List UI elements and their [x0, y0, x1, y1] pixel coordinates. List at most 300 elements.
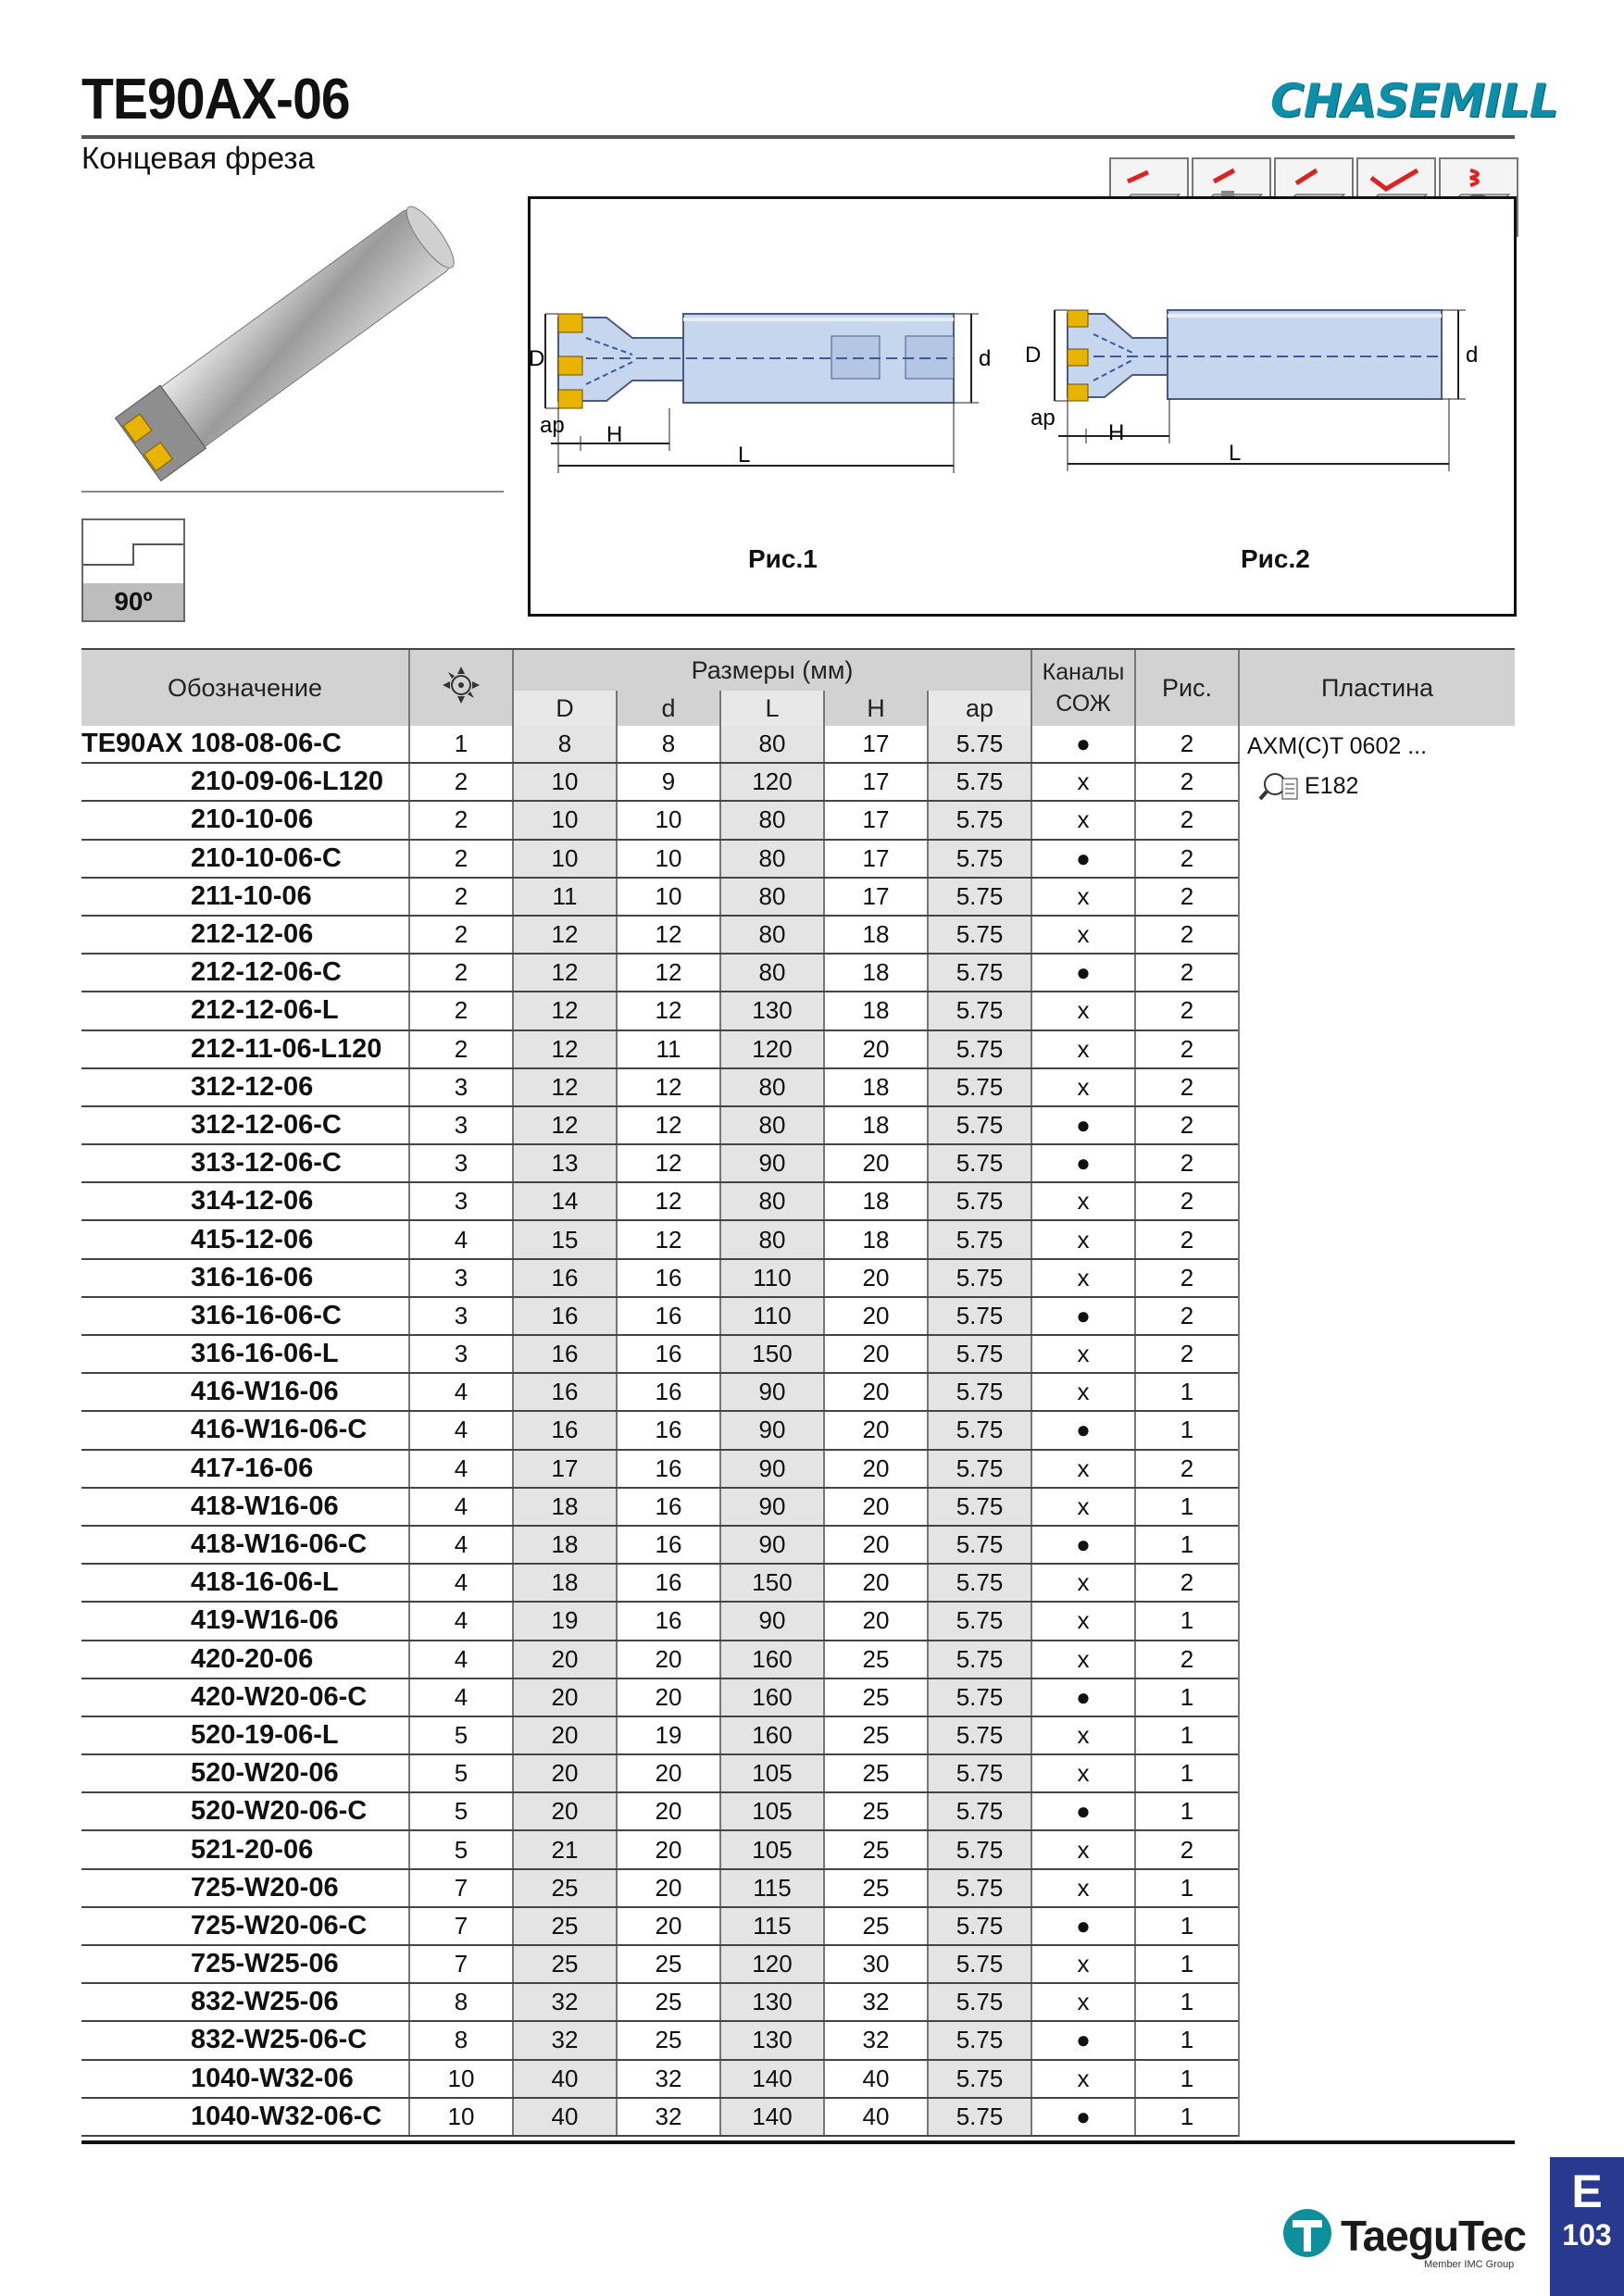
L-cell: 130 — [720, 1983, 824, 2021]
z-cell: 4 — [409, 1564, 513, 1602]
d-cell: 12 — [617, 1106, 720, 1144]
ap-cell: 5.75 — [928, 763, 1031, 801]
designation-code: 418-W16-06-C — [191, 1529, 368, 1560]
ap-header: ap — [928, 691, 1031, 726]
L-cell: 80 — [720, 801, 824, 839]
tool-separator — [81, 491, 504, 493]
designation-cell — [81, 1411, 409, 1449]
H-cell: 20 — [824, 1411, 928, 1449]
ap-cell: 5.75 — [928, 878, 1031, 916]
cool-cell: x — [1031, 801, 1135, 839]
z-cell: 4 — [409, 1488, 513, 1526]
designation-code: 211-10-06 — [191, 880, 312, 911]
ap-cell: 5.75 — [928, 1182, 1031, 1220]
L-cell: 80 — [720, 1106, 824, 1144]
L-cell: 160 — [720, 1641, 824, 1678]
d-cell: 19 — [617, 1716, 720, 1754]
H-cell: 20 — [824, 1526, 928, 1564]
z-cell: 2 — [409, 801, 513, 839]
D-cell: 21 — [513, 1830, 617, 1868]
L-cell: 80 — [720, 1068, 824, 1106]
L-cell: 160 — [720, 1678, 824, 1716]
cool-cell: x — [1031, 1983, 1135, 2021]
D-cell: 15 — [513, 1220, 617, 1258]
z-cell: 10 — [409, 2098, 513, 2136]
cool-cell: ● — [1031, 2021, 1135, 2059]
d-cell: 16 — [617, 1488, 720, 1526]
d-cell: 25 — [617, 1945, 720, 1983]
ap-cell: 5.75 — [928, 1678, 1031, 1716]
fig-cell: 1 — [1135, 1373, 1239, 1411]
L-cell: 90 — [720, 1373, 824, 1411]
insert-header: Пластина — [1239, 650, 1515, 726]
designation-code: 212-12-06-L — [191, 995, 339, 1026]
d-cell: 16 — [617, 1373, 720, 1411]
designation-code: 312-12-06-C — [191, 1109, 342, 1140]
L-cell: 120 — [720, 1030, 824, 1068]
designation-cell — [81, 2021, 409, 2059]
H-cell: 20 — [824, 1450, 928, 1488]
d-cell: 10 — [617, 878, 720, 916]
H-cell: 17 — [824, 840, 928, 878]
D-cell: 16 — [513, 1411, 617, 1449]
section-letter: E — [1571, 2165, 1603, 2217]
D-cell: 18 — [513, 1488, 617, 1526]
H-header: H — [824, 691, 928, 726]
designation-code: 212-12-06-C — [191, 957, 342, 988]
cool-cell: ● — [1031, 1144, 1135, 1182]
fig-cell: 1 — [1135, 1869, 1239, 1907]
z-cell: 8 — [409, 2021, 513, 2059]
designation-cell — [81, 763, 409, 801]
d-cell: 20 — [617, 1907, 720, 1945]
D-cell: 18 — [513, 1564, 617, 1602]
L-cell: 80 — [720, 916, 824, 954]
fig-cell: 1 — [1135, 1945, 1239, 1983]
fig-cell: 1 — [1135, 1602, 1239, 1640]
fig2-d-label: d — [1466, 343, 1479, 368]
D-cell: 40 — [513, 2098, 617, 2136]
d-cell: 20 — [617, 1641, 720, 1678]
d-cell: 12 — [617, 1144, 720, 1182]
coolant-header-line2: СОЖ — [1056, 691, 1111, 717]
D-header: D — [513, 691, 617, 726]
designation-code: 210-10-06 — [191, 805, 314, 835]
fig1-L-label: L — [738, 443, 751, 468]
magnifier-icon[interactable] — [1258, 769, 1299, 803]
z-cell: 5 — [409, 1792, 513, 1830]
designation-code: 313-12-06-C — [191, 1148, 342, 1179]
D-cell: 16 — [513, 1373, 617, 1411]
H-cell: 25 — [824, 1830, 928, 1868]
designation-code: 210-09-06-L120 — [191, 767, 383, 797]
d-cell: 11 — [617, 1030, 720, 1068]
designation-cell — [81, 1754, 409, 1792]
fig-cell: 2 — [1135, 1220, 1239, 1258]
designation-cell — [81, 801, 409, 839]
D-cell: 18 — [513, 1526, 617, 1564]
z-cell: 5 — [409, 1716, 513, 1754]
z-cell: 2 — [409, 840, 513, 878]
z-cell: 4 — [409, 1678, 513, 1716]
d-cell: 32 — [617, 2060, 720, 2098]
cool-cell: x — [1031, 1182, 1135, 1220]
ap-cell: 5.75 — [928, 1450, 1031, 1488]
section-tab — [1550, 2157, 1624, 2296]
fig-cell: 1 — [1135, 2060, 1239, 2098]
d-cell: 10 — [617, 801, 720, 839]
designation-cell — [81, 1830, 409, 1868]
d-cell: 25 — [617, 1983, 720, 2021]
designation-code: 212-12-06 — [191, 919, 314, 950]
D-cell: 20 — [513, 1716, 617, 1754]
designation-code: 419-W16-06 — [191, 1605, 339, 1636]
designation-cell — [81, 1983, 409, 2021]
L-cell: 105 — [720, 1792, 824, 1830]
designation-header: Обозначение — [81, 650, 409, 726]
H-cell: 17 — [824, 801, 928, 839]
z-cell: 2 — [409, 992, 513, 1029]
L-cell: 90 — [720, 1450, 824, 1488]
z-cell: 3 — [409, 1106, 513, 1144]
z-cell: 3 — [409, 1335, 513, 1373]
figure-header: Рис. — [1135, 650, 1239, 726]
d-cell: 16 — [617, 1564, 720, 1602]
designation-cell — [81, 1641, 409, 1678]
ap-cell: 5.75 — [928, 1411, 1031, 1449]
designation-code: 420-W20-06-C — [191, 1681, 368, 1712]
z-cell: 7 — [409, 1869, 513, 1907]
designation-cell — [81, 840, 409, 878]
ap-cell: 5.75 — [928, 1830, 1031, 1868]
d-cell: 8 — [617, 726, 720, 763]
coolant-header-line1: Каналы — [1042, 659, 1125, 685]
cool-cell: ● — [1031, 1411, 1135, 1449]
fig-cell: 2 — [1135, 763, 1239, 801]
z-cell: 3 — [409, 1144, 513, 1182]
cool-cell: x — [1031, 992, 1135, 1029]
D-cell: 20 — [513, 1678, 617, 1716]
H-cell: 40 — [824, 2060, 928, 2098]
fig2-ap-label: ap — [1031, 406, 1056, 430]
fig-cell: 2 — [1135, 878, 1239, 916]
dimension-drawings — [531, 199, 1508, 608]
L-cell: 105 — [720, 1754, 824, 1792]
designation-code: 417-16-06 — [191, 1453, 314, 1483]
fig-cell: 1 — [1135, 1411, 1239, 1449]
insert-page-ref[interactable]: E182 — [1305, 772, 1359, 799]
designation-code: 1040-W32-06 — [191, 2063, 354, 2093]
z-cell: 2 — [409, 1030, 513, 1068]
cool-cell: ● — [1031, 1907, 1135, 1945]
L-cell: 80 — [720, 954, 824, 992]
z-cell: 2 — [409, 916, 513, 954]
endmill-tool-image — [93, 190, 491, 486]
designation-code: 832-W25-06-C — [191, 2025, 368, 2055]
designation-cell — [81, 1564, 409, 1602]
d-cell: 32 — [617, 2098, 720, 2136]
D-cell: 16 — [513, 1259, 617, 1297]
H-cell: 18 — [824, 1106, 928, 1144]
D-cell: 12 — [513, 992, 617, 1029]
designation-cell — [81, 1716, 409, 1754]
designation-code: 418-16-06-L — [191, 1567, 339, 1598]
cool-cell: x — [1031, 763, 1135, 801]
H-cell: 25 — [824, 1754, 928, 1792]
L-cell: 130 — [720, 2021, 824, 2059]
L-cell: 150 — [720, 1564, 824, 1602]
fig-cell: 2 — [1135, 916, 1239, 954]
designation-code: 316-16-06-C — [191, 1300, 342, 1330]
d-cell: 25 — [617, 2021, 720, 2059]
H-cell: 20 — [824, 1030, 928, 1068]
D-cell: 10 — [513, 763, 617, 801]
ap-cell: 5.75 — [928, 1602, 1031, 1640]
designation-cell — [81, 1335, 409, 1373]
d-cell: 16 — [617, 1450, 720, 1488]
L-cell: 90 — [720, 1602, 824, 1640]
D-cell: 12 — [513, 954, 617, 992]
L-cell: 115 — [720, 1907, 824, 1945]
H-cell: 18 — [824, 992, 928, 1029]
H-cell: 20 — [824, 1373, 928, 1411]
ap-cell: 5.75 — [928, 1335, 1031, 1373]
fig2-H-label: H — [1108, 420, 1125, 445]
angle-label: 90º — [114, 587, 153, 616]
ap-cell: 5.75 — [928, 1259, 1031, 1297]
z-cell: 3 — [409, 1259, 513, 1297]
z-cell: 7 — [409, 1907, 513, 1945]
z-cell: 10 — [409, 2060, 513, 2098]
fig-cell: 1 — [1135, 1488, 1239, 1526]
ap-cell: 5.75 — [928, 1488, 1031, 1526]
cool-cell: x — [1031, 1488, 1135, 1526]
page-number: 103 — [1562, 2218, 1612, 2252]
cool-cell: x — [1031, 1602, 1135, 1640]
cool-cell: x — [1031, 1716, 1135, 1754]
fig-cell: 1 — [1135, 1754, 1239, 1792]
L-cell: 90 — [720, 1488, 824, 1526]
ap-cell: 5.75 — [928, 1716, 1031, 1754]
cool-cell: x — [1031, 1945, 1135, 1983]
designation-code: 316-16-06-L — [191, 1339, 339, 1369]
cool-cell: x — [1031, 1335, 1135, 1373]
L-cell: 115 — [720, 1869, 824, 1907]
H-cell: 20 — [824, 1144, 928, 1182]
z-cell: 4 — [409, 1411, 513, 1449]
designation-cell — [81, 1144, 409, 1182]
D-cell: 16 — [513, 1335, 617, 1373]
designation-code: 314-12-06 — [191, 1186, 314, 1217]
ap-cell: 5.75 — [928, 1754, 1031, 1792]
H-cell: 20 — [824, 1259, 928, 1297]
H-cell: 30 — [824, 1945, 928, 1983]
page-title: TE90AX-06 — [81, 68, 350, 131]
D-cell: 40 — [513, 2060, 617, 2098]
ap-cell: 5.75 — [928, 1106, 1031, 1144]
ap-cell: 5.75 — [928, 1373, 1031, 1411]
d-cell: 16 — [617, 1259, 720, 1297]
designation-cell — [81, 1678, 409, 1716]
designation-cell — [81, 992, 409, 1029]
H-cell: 20 — [824, 1297, 928, 1335]
cool-cell: x — [1031, 1564, 1135, 1602]
designation-code: 832-W25-06 — [191, 1987, 339, 2017]
cool-cell: x — [1031, 1869, 1135, 1907]
ap-cell: 5.75 — [928, 1220, 1031, 1258]
D-cell: 10 — [513, 840, 617, 878]
z-cell: 1 — [409, 726, 513, 763]
z-cell: 4 — [409, 1450, 513, 1488]
cool-cell: ● — [1031, 1297, 1135, 1335]
fig1-d-label: d — [979, 346, 992, 371]
d-cell: 20 — [617, 1792, 720, 1830]
fig-cell: 1 — [1135, 1792, 1239, 1830]
ap-cell: 5.75 — [928, 1526, 1031, 1564]
D-cell: 8 — [513, 726, 617, 763]
ap-cell: 5.75 — [928, 1641, 1031, 1678]
fig1-ap-label: ap — [540, 413, 565, 438]
fig-cell: 2 — [1135, 992, 1239, 1029]
D-cell: 20 — [513, 1792, 617, 1830]
fig-cell: 1 — [1135, 1716, 1239, 1754]
H-cell: 25 — [824, 1869, 928, 1907]
L-cell: 90 — [720, 1144, 824, 1182]
H-cell: 20 — [824, 1488, 928, 1526]
ap-cell: 5.75 — [928, 1869, 1031, 1907]
H-cell: 17 — [824, 878, 928, 916]
designation-cell — [81, 1602, 409, 1640]
L-cell: 80 — [720, 1220, 824, 1258]
designation-cell — [81, 1297, 409, 1335]
L-cell: 110 — [720, 1297, 824, 1335]
H-cell: 18 — [824, 916, 928, 954]
L-cell: 140 — [720, 2060, 824, 2098]
designation-cell — [81, 1792, 409, 1830]
fig-cell: 2 — [1135, 1335, 1239, 1373]
z-cell: 5 — [409, 1754, 513, 1792]
d-cell: 20 — [617, 1754, 720, 1792]
d-cell: 16 — [617, 1602, 720, 1640]
designation-code: 316-16-06 — [191, 1262, 314, 1292]
H-cell: 25 — [824, 1792, 928, 1830]
H-cell: 18 — [824, 1068, 928, 1106]
cool-cell: x — [1031, 1068, 1135, 1106]
designation-cell — [81, 2060, 409, 2098]
designation-cell — [81, 1068, 409, 1106]
designation-cell — [81, 726, 409, 763]
d-header: d — [617, 691, 720, 726]
designation-code: 416-W16-06-C — [191, 1415, 368, 1445]
z-cell: 2 — [409, 763, 513, 801]
D-cell: 12 — [513, 1106, 617, 1144]
cool-cell: x — [1031, 2060, 1135, 2098]
ap-cell: 5.75 — [928, 2021, 1031, 2059]
d-cell: 16 — [617, 1297, 720, 1335]
d-cell: 20 — [617, 1678, 720, 1716]
ap-cell: 5.75 — [928, 1907, 1031, 1945]
designation-cell — [81, 1450, 409, 1488]
designation-code: 210-10-06-C — [191, 842, 342, 873]
D-cell: 32 — [513, 2021, 617, 2059]
fig-cell: 2 — [1135, 840, 1239, 878]
D-cell: 16 — [513, 1297, 617, 1335]
designation-cell — [81, 1259, 409, 1297]
L-cell: 120 — [720, 763, 824, 801]
designation-code: 725-W25-06 — [191, 1949, 339, 1979]
cool-cell: x — [1031, 1259, 1135, 1297]
ap-cell: 5.75 — [928, 840, 1031, 878]
z-cell: 4 — [409, 1602, 513, 1640]
designation-code: 312-12-06 — [191, 1071, 314, 1102]
designation-cell — [81, 1106, 409, 1144]
cool-cell: ● — [1031, 726, 1135, 763]
H-cell: 20 — [824, 1564, 928, 1602]
table-row — [81, 726, 1515, 763]
d-cell: 16 — [617, 1335, 720, 1373]
cool-cell: ● — [1031, 1526, 1135, 1564]
z-cell: 2 — [409, 878, 513, 916]
z-cell: 4 — [409, 1526, 513, 1564]
fig-cell: 2 — [1135, 954, 1239, 992]
designation-cell — [81, 916, 409, 954]
taegutec-wordmark: TaeguTec — [1341, 2212, 1526, 2260]
ap-cell: 5.75 — [928, 726, 1031, 763]
designation-cell — [81, 1030, 409, 1068]
ap-cell: 5.75 — [928, 1030, 1031, 1068]
designation-code: 1040-W32-06-C — [191, 2101, 382, 2131]
designation-code: 725-W20-06 — [191, 1872, 339, 1903]
teeth-count-icon — [438, 662, 484, 708]
z-cell: 2 — [409, 954, 513, 992]
H-cell: 25 — [824, 1907, 928, 1945]
fig-cell: 2 — [1135, 726, 1239, 763]
designation-cell — [81, 878, 409, 916]
L-cell: 140 — [720, 2098, 824, 2136]
D-cell: 14 — [513, 1182, 617, 1220]
L-cell: 130 — [720, 992, 824, 1029]
cool-cell: ● — [1031, 1678, 1135, 1716]
fig-cell: 2 — [1135, 1641, 1239, 1678]
dimensions-header: Размеры (мм) — [513, 650, 1031, 691]
cool-cell: x — [1031, 1830, 1135, 1868]
insert-cell — [1239, 726, 1515, 2136]
designation-prefix: TE90AX — [81, 729, 183, 759]
z-cell: 8 — [409, 1983, 513, 2021]
L-cell: 80 — [720, 726, 824, 763]
cutting-angle-box — [81, 518, 185, 622]
cool-cell: x — [1031, 1641, 1135, 1678]
L-cell: 105 — [720, 1830, 824, 1868]
designation-cell — [81, 1869, 409, 1907]
designation-cell — [81, 1526, 409, 1564]
fig-cell: 2 — [1135, 1182, 1239, 1220]
designation-code: 415-12-06 — [191, 1224, 314, 1254]
fig-cell: 2 — [1135, 1830, 1239, 1868]
L-cell: 90 — [720, 1526, 824, 1564]
d-cell: 12 — [617, 992, 720, 1029]
designation-code: 521-20-06 — [191, 1834, 314, 1865]
D-cell: 12 — [513, 1030, 617, 1068]
designation-cell — [81, 1182, 409, 1220]
H-cell: 25 — [824, 1716, 928, 1754]
designation-code: 212-11-06-L120 — [191, 1033, 382, 1064]
d-cell: 16 — [617, 1526, 720, 1564]
D-cell: 10 — [513, 801, 617, 839]
L-header: L — [720, 691, 824, 726]
cool-cell: x — [1031, 916, 1135, 954]
z-cell: 7 — [409, 1945, 513, 1983]
